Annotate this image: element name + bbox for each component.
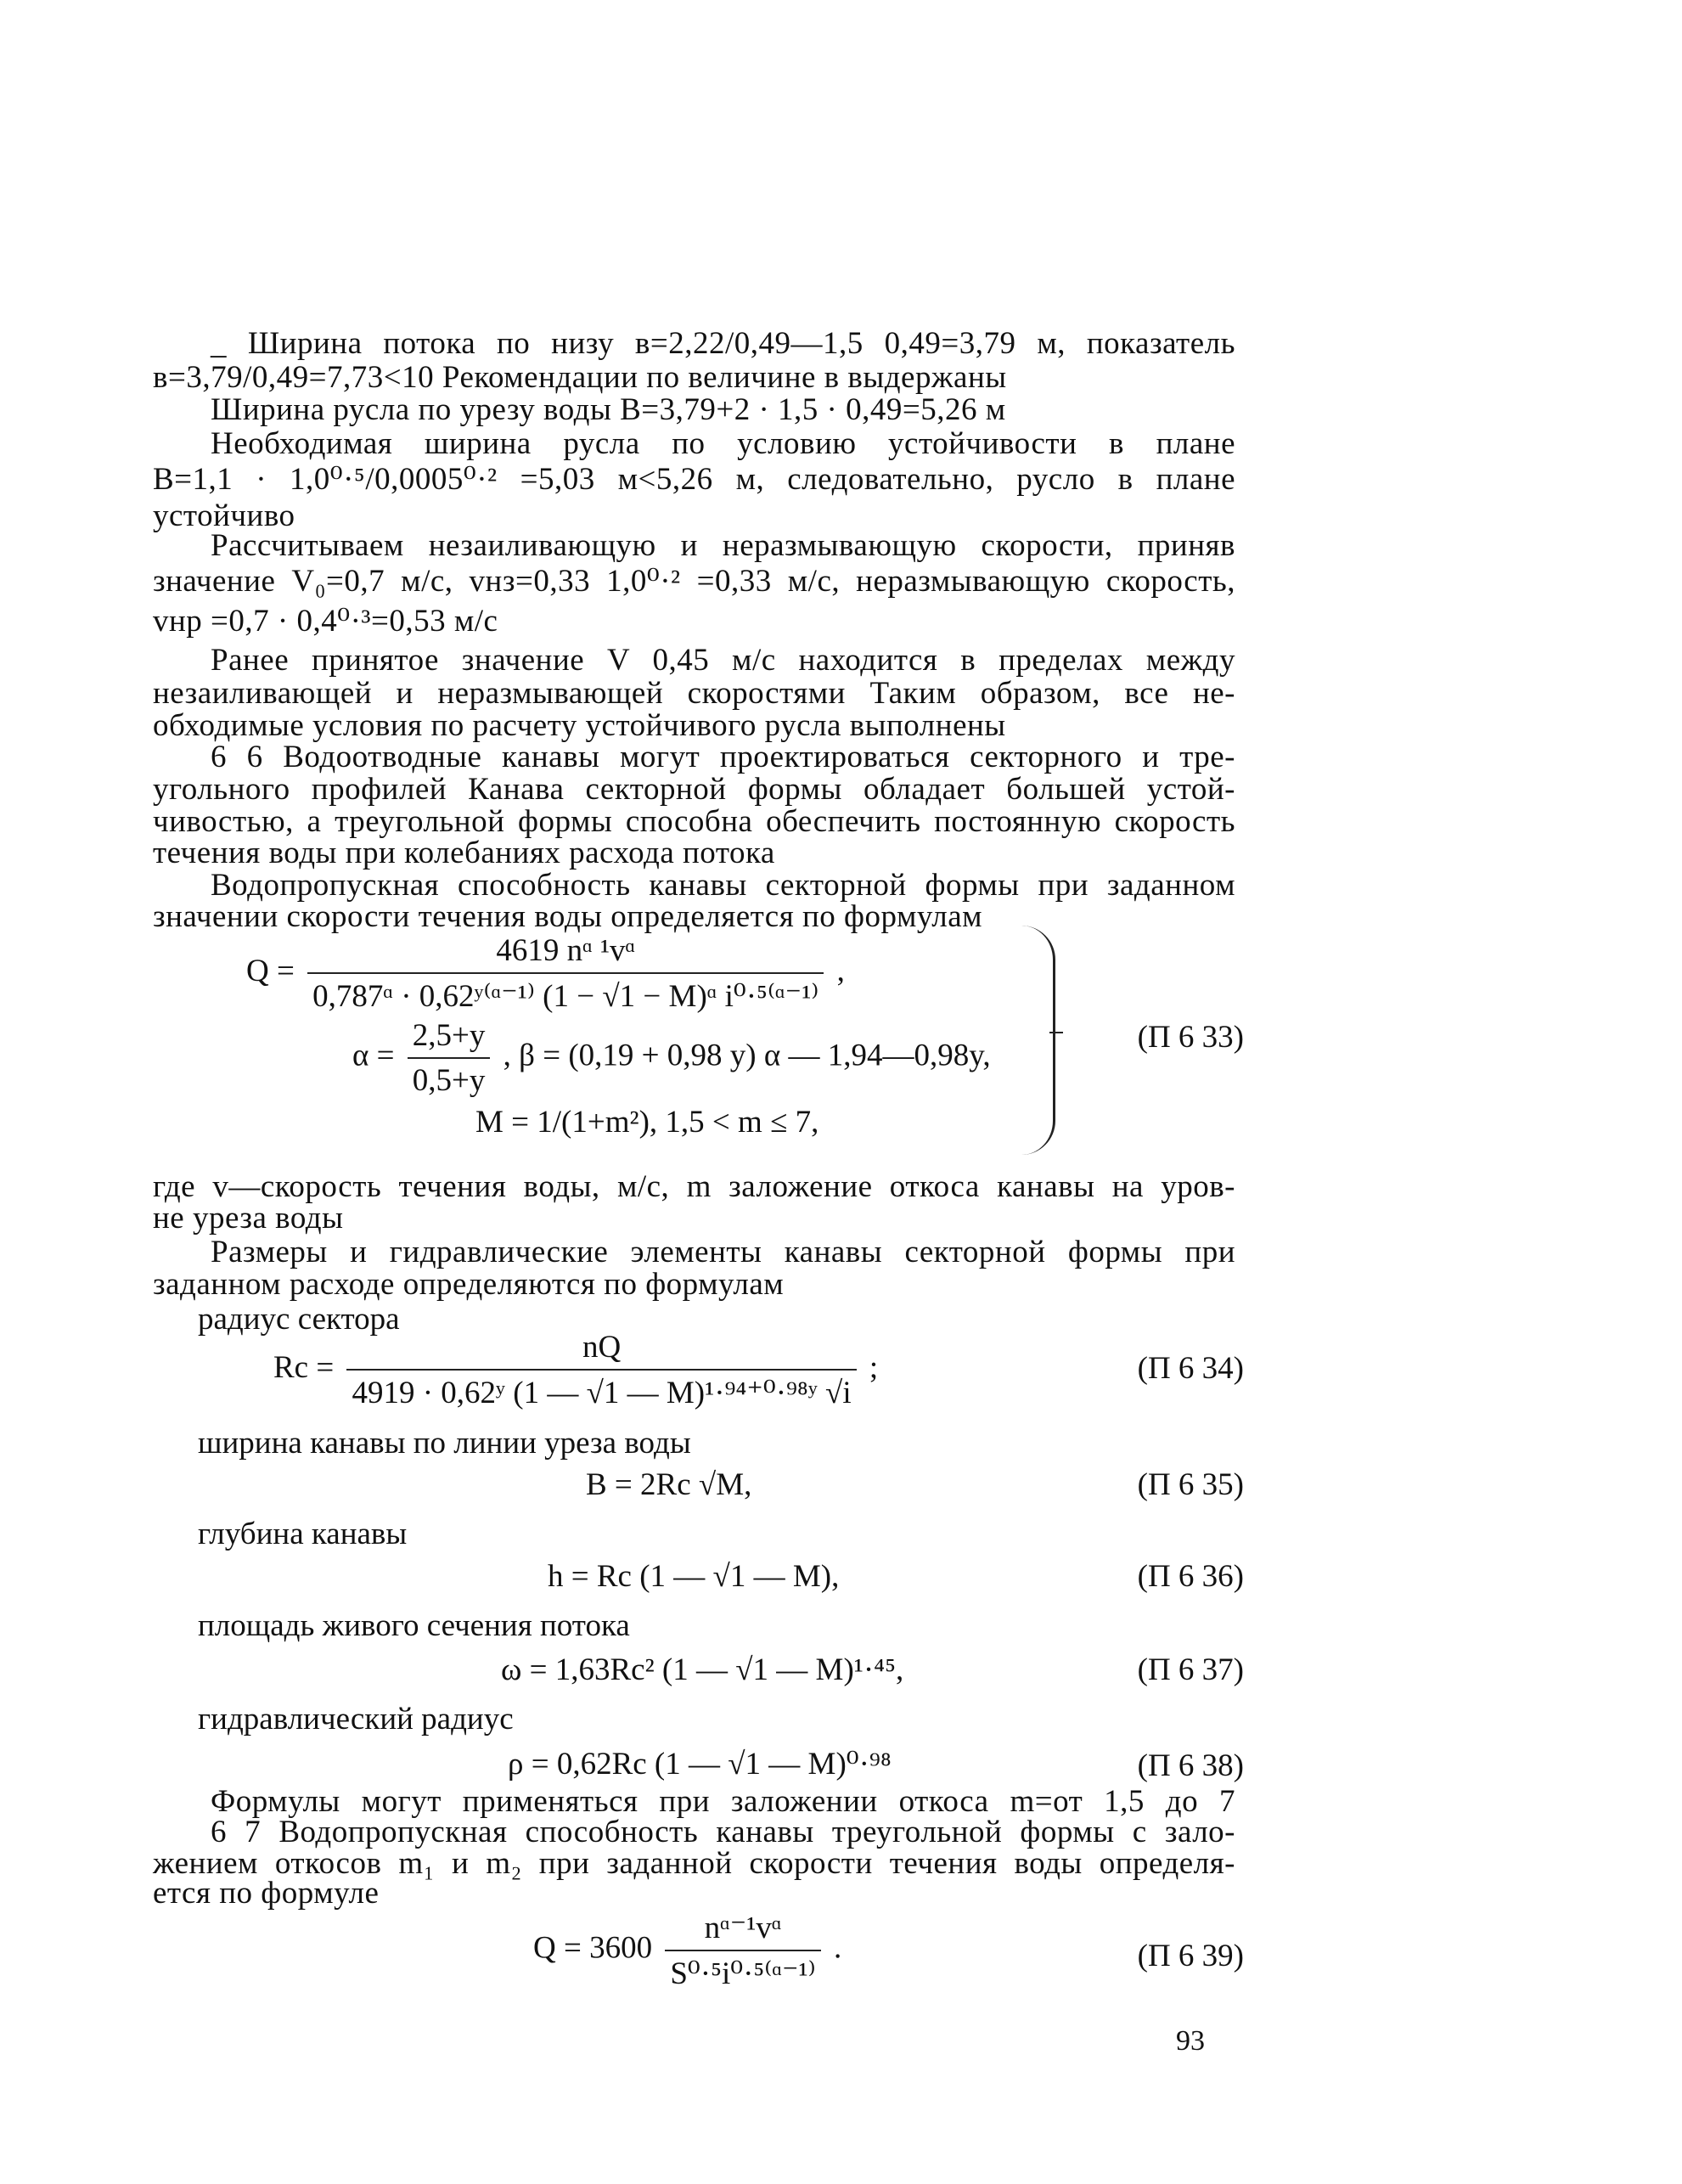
- formula-tail: , β = (0,19 + 0,98 y) α — 1,94—0,98y,: [503, 1038, 991, 1073]
- formula-lhs: α =: [352, 1038, 395, 1073]
- text-line: vнр =0,7 · 0,4⁰·³=0,53 м/с: [153, 604, 498, 639]
- equation-number: (П 6 36): [1137, 1559, 1244, 1594]
- text-line: _ Ширина потока по низу в=2,22/0,49—1,5 0,49=3,79 м, показатель: [211, 326, 1235, 361]
- formula-numerator: nᵅ⁻¹vᵅ: [665, 1909, 820, 1951]
- text-line: значении скорости течения воды определяется по формулам: [153, 899, 983, 934]
- equation-number: (П 6 35): [1137, 1467, 1244, 1502]
- formula-lhs: Q =: [246, 953, 295, 988]
- curly-brace: [1002, 926, 1055, 1155]
- formula-q-triangular: [533, 1909, 841, 1992]
- equation-number: (П 6 33): [1137, 1020, 1244, 1055]
- formula-lhs: Q = 3600: [533, 1930, 653, 1966]
- equation-number: (П 6 34): [1137, 1351, 1244, 1386]
- formula-fraction: [408, 1017, 491, 1099]
- text-line: в=3,79/0,49=7,73<10 Рекомендации по величине в выдержаны: [153, 360, 1007, 395]
- formula-denominator: 0,787ᵅ · 0,62ʸ⁽ᵅ⁻¹⁾ (1 − √1 − M)ᵅ i⁰·⁵⁽ᵅ⁻¹⁾: [312, 979, 819, 1014]
- formula-rho: ρ = 0,62Rc (1 — √1 — M)⁰·⁹⁸: [508, 1747, 892, 1782]
- text-line: Водопропускная способность канавы секторной формы при заданном: [211, 868, 1235, 903]
- page-number: 93: [1176, 2025, 1205, 2057]
- formula-denominator: 4919 · 0,62ʸ (1 — √1 — M)¹·⁹⁴⁺⁰·⁹⁸ʸ √i: [352, 1376, 852, 1410]
- caption-hydraulic-radius: гидравлический радиус: [198, 1702, 514, 1737]
- caption-width: ширина канавы по линии уреза воды: [198, 1426, 691, 1461]
- formula-h: h = Rc (1 — √1 — M),: [548, 1559, 840, 1594]
- text-line: незаиливающей и неразмывающей скоростями Таким образом, все не-: [153, 676, 1235, 711]
- formula-alpha: [352, 1017, 991, 1099]
- text-line: обходимые условия по расчету устойчивого русла выполнены: [153, 708, 1006, 743]
- formula-omega: ω = 1,63Rc² (1 — √1 — M)¹·⁴⁵,: [501, 1652, 904, 1687]
- caption-radius: радиус сектора: [198, 1302, 400, 1337]
- formula-tail: ;: [869, 1349, 879, 1385]
- text-line: заданном расходе определяются по формулам: [153, 1267, 785, 1302]
- text-line: Рассчитываем незаиливающую и неразмывающую скорости, приняв: [211, 528, 1235, 563]
- text-line: чивостью, а треугольной формы способна обеспечить постоянную скорость: [153, 804, 1235, 839]
- formula-fraction: [346, 1329, 856, 1411]
- text-line: ется по формуле: [153, 1876, 380, 1911]
- text-line: не уреза воды: [153, 1201, 344, 1236]
- text-line: Необходимая ширина русла по условию устойчивости в плане: [211, 426, 1235, 461]
- text-line: течения воды при колебаниях расхода потока: [153, 836, 775, 870]
- formula-fraction: [307, 932, 824, 1015]
- formula-q-sector: [246, 932, 845, 1015]
- text-line: жением откосов m₁ и m₂ при заданной скорости течения воды определя-: [153, 1846, 1235, 1881]
- text-line: В=1,1 · 1,0⁰·⁵/0,0005⁰·² =5,03 м<5,26 м, следовательно, русло в плане: [153, 462, 1235, 497]
- formula-m-definition: M = 1/(1+m²), 1,5 < m ≤ 7,: [475, 1105, 819, 1140]
- text-line: 6 6 Водоотводные канавы могут проектироваться секторного и тре-: [211, 740, 1235, 774]
- text-line: где v—скорость течения воды, м/с, m заложение откоса канавы на уров-: [153, 1169, 1235, 1204]
- formula-lhs: Rc =: [273, 1349, 335, 1385]
- formula-denominator: 0,5+y: [412, 1063, 486, 1098]
- text-line: значение V₀=0,7 м/с, vнз=0,33 1,0⁰·² =0,33 м/с, неразмывающую скорость,: [153, 564, 1235, 599]
- formula-numerator: 4619 nᵅ ¹vᵅ: [307, 932, 824, 974]
- text-line: Размеры и гидравлические элементы канавы секторной формы при: [211, 1235, 1235, 1269]
- curly-brace-tip: [1049, 1032, 1063, 1033]
- formula-b: B = 2Rc √M,: [586, 1467, 752, 1502]
- text-line: угольного профилей Канава секторной формы обладает большей устой-: [153, 772, 1235, 807]
- equation-number: (П 6 39): [1137, 1939, 1244, 1973]
- formula-tail: .: [833, 1930, 842, 1966]
- formula-tail: ,: [836, 953, 845, 988]
- text-line: Ранее принятое значение V 0,45 м/с находится в пределах между: [211, 643, 1235, 678]
- caption-depth: глубина канавы: [198, 1517, 408, 1551]
- text-line: 6 7 Водопропускная способность канавы треугольной формы с зало-: [211, 1815, 1235, 1849]
- formula-numerator: 2,5+y: [408, 1017, 491, 1059]
- text-line: устойчиво: [153, 498, 295, 533]
- formula-rc: [273, 1329, 878, 1411]
- text-line: Ширина русла по урезу воды В=3,79+2 · 1,5 · 0,49=5,26 м: [211, 392, 1006, 427]
- formula-numerator: nQ: [346, 1329, 856, 1371]
- caption-area: площадь живого сечения потока: [198, 1608, 630, 1643]
- text-line: Формулы могут применяться при заложении откоса m=от 1,5 до 7: [211, 1784, 1235, 1819]
- formula-denominator: S⁰·⁵i⁰·⁵⁽ᵅ⁻¹⁾: [670, 1956, 816, 1991]
- equation-number: (П 6 37): [1137, 1652, 1244, 1687]
- formula-fraction: [665, 1909, 820, 1992]
- equation-number: (П 6 38): [1137, 1748, 1244, 1783]
